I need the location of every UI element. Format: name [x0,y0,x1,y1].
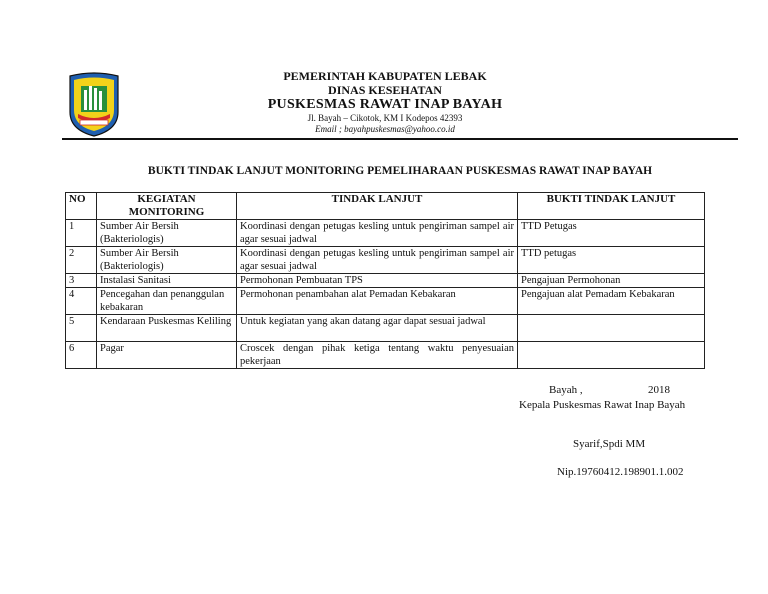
cell-bukti: Pengajuan Permohonan [518,274,705,288]
table-row [66,315,705,342]
cell-bukti [518,315,705,342]
email: Email ; bayahpuskesmas@yahoo.co.id [315,124,455,134]
cell-kegiatan: Pencegahan dan penanggulan kebakaran [97,288,237,315]
table-header-row [66,193,705,220]
header-kegiatan: KEGIATAN MONITORING [97,193,237,220]
signature-year: 2018 [648,384,670,396]
cell-no: 4 [66,288,97,315]
signature-place: Bayah , [549,384,583,396]
cell-no: 1 [66,220,97,247]
table-row [66,288,705,315]
table-row [66,342,705,369]
cell-bukti [518,342,705,369]
letterhead [230,69,540,135]
address: Jl. Bayah – Cikotok, KM I Kodepos 42393 [307,113,463,123]
cell-bukti: TTD petugas [518,247,705,274]
cell-tindak-lanjut: Permohonan Pembuatan TPS [237,274,518,288]
monitoring-table [65,192,705,369]
department-name: DINAS KESEHATAN [328,83,442,97]
lebak-regency-logo [66,72,122,138]
cell-kegiatan: Pagar [97,342,237,369]
institution-name: PUSKESMAS RAWAT INAP BAYAH [267,97,503,112]
table-row [66,220,705,247]
header-bukti: BUKTI TINDAK LANJUT [518,193,705,220]
cell-bukti: TTD Petugas [518,220,705,247]
table-row [66,274,705,288]
cell-kegiatan: Sumber Air Bersih (Bakteriologis) [97,220,237,247]
government-name: PEMERINTAH KABUPATEN LEBAK [283,69,487,83]
signatory-name: Syarif,Spdi MM [573,438,646,450]
cell-kegiatan: Instalasi Sanitasi [97,274,237,288]
letterhead-divider [62,138,738,140]
table-row [66,247,705,274]
cell-kegiatan: Sumber Air Bersih (Bakteriologis) [97,247,237,274]
cell-tindak-lanjut: Permohonan penambahan alat Pemadan Kebakaran [237,288,518,315]
header-tindak-lanjut: TINDAK LANJUT [237,193,518,220]
cell-no: 6 [66,342,97,369]
cell-kegiatan: Kendaraan Puskesmas Keliling [97,315,237,342]
cell-tindak-lanjut: Croscek dengan pihak ketiga tentang waktu penyesuaian pekerjaan [237,342,518,369]
document-title: BUKTI TINDAK LANJUT MONITORING PEMELIHARAAN PUSKESMAS RAWAT INAP BAYAH [147,165,653,177]
header-no: NO [66,193,97,220]
cell-no: 2 [66,247,97,274]
cell-bukti: Pengajuan alat Pemadam Kebakaran [518,288,705,315]
signatory-nip: Nip.19760412.198901.1.002 [557,466,684,478]
cell-no: 5 [66,315,97,342]
signature-position: Kepala Puskesmas Rawat Inap Bayah [519,399,686,411]
cell-tindak-lanjut: Koordinasi dengan petugas kesling untuk pengiriman sampel air agar sesuai jadwal [237,220,518,247]
cell-tindak-lanjut: Koordinasi dengan petugas kesling untuk pengiriman sampel air agar sesuai jadwal [237,247,518,274]
cell-no: 3 [66,274,97,288]
cell-tindak-lanjut: Untuk kegiatan yang akan datang agar dapat sesuai jadwal [237,315,518,342]
